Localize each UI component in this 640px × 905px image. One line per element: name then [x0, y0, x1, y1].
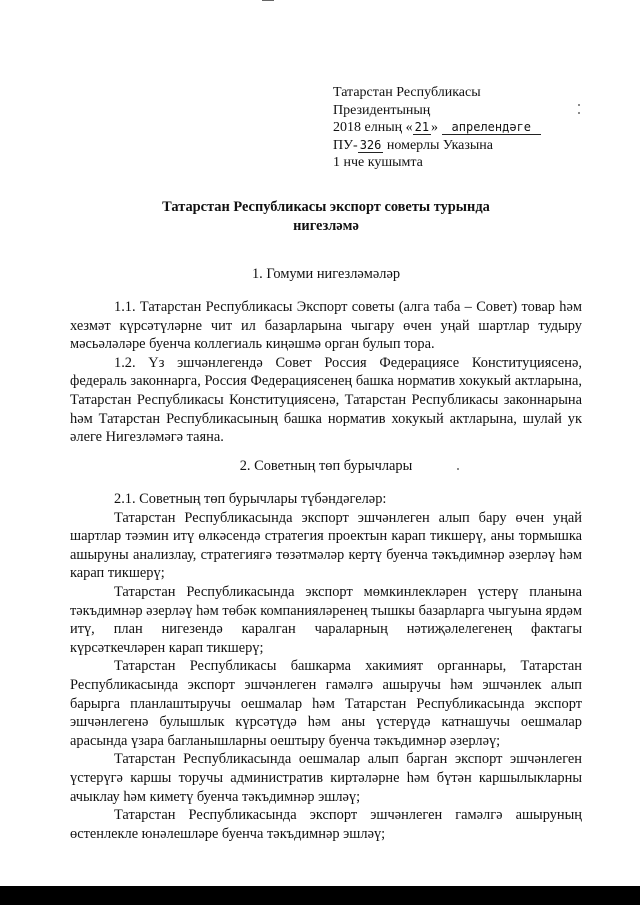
scan-speck — [457, 468, 459, 470]
decree-number: 326 — [359, 137, 382, 152]
paragraph: Татарстан Республикасында экспорт эшчәнлеген гамәлгә ашыруның өстенлекле юнәлешләре буенча тәкъдимнәр эшләү; — [70, 807, 582, 842]
date-mid: » — [431, 120, 439, 136]
scan-speck — [578, 112, 580, 114]
scan-mark — [262, 0, 274, 1]
scan-bottom-gap — [0, 884, 640, 886]
date-month: апрелендәге — [442, 120, 541, 135]
paragraph: Татарстан Республикасында экспорт эшчәнлеген алып бару өчен уңай шартлар тәэмин итү өлкәсендә стратегия проектын карап тикшерү, аны тормышка ашыруны анализлау, стратегиягә төзәтмәләр кертү буенча тәкъдимнәр әзерләү һәм карап тикшерү; — [70, 509, 582, 582]
stamp-line-1: Татарстан Республикасы — [333, 85, 481, 100]
document-title — [70, 198, 582, 236]
scan-speck — [578, 104, 580, 106]
scan-bottom-edge — [0, 886, 640, 905]
paragraph: Татарстан Республикасы башкарма хакимият органнары, Татарстан Республикасында экспорт эшчәнлеген гамәлгә ашыручы һәм эшчәнлек алып барырга планлаштыручы оешмалар һәм Татарстан Республикасында экспорт эшчәнлегенә булышлык күрсәтүдә һәм аны үстерүдә катнашучы оешмалар арасында үзара багланышларны оештыру буенча тәкъдимнәр әзерләү; — [70, 658, 582, 749]
paragraph: Татарстан Республикасында оешмалар алып барган экспорт эшчәнлеген үстерүгә каршы торучы административ киртәләрне һәм бүтән каршылыкларны ачыклау һәм киметү буенча тәкъдимнәр эшләү; — [70, 751, 582, 805]
paragraph: 1.1. Татарстан Республикасы Экспорт советы (алга таба – Совет) товар һәм хезмәт күрсәтүләрне чит ил базарларына чыгару өчен уңай шартлар тудыру мәсьәләләре буенча коллегиаль киңәшмә орган булып тора. — [70, 299, 582, 353]
title-line-2: нигезләмә — [293, 218, 359, 234]
paragraph: 1.2. Үз эшчәнлегендә Совет Россия Федерациясе Конституциясенә, федераль законнарга, Россия Федерациясенең башка норматив хокукый актларына, Татарстан Республикасы Конституциясенә, Татарстан Республикасы законнарына һәм Татарстан Республикасының башка норматив хокукый актларына, шулай ук әлеге Нигезләмәгә таяна. — [70, 354, 582, 446]
section-1-heading: 1. Гомуми нигезләмәләр — [251, 266, 401, 282]
section-1-body — [70, 298, 582, 447]
date-prefix: 2018 елның « — [333, 120, 413, 136]
stamp-line-2: Президентының — [333, 102, 431, 118]
decree-prefix: ПУ- — [333, 137, 358, 153]
paragraph: 2.1. Советның төп бурычлары түбәндәгеләр: — [114, 491, 387, 507]
decree-suffix: номерлы Указына — [383, 137, 494, 153]
title-line-1: Татарстан Республикасы экспорт советы турында — [162, 199, 490, 215]
paragraph: Татарстан Республикасында экспорт мөмкинлекләрен үстерү планына тәкъдимнәр әзерләү һәм төбәк компанияләренең тышкы базарларга чыгуына ярдәм итү, план нигезендә каралган чараларның нәтиҗәлелегенең фактагы күрсәткечләрен карап тикшерү; — [70, 583, 582, 656]
stamp-date-line — [333, 119, 593, 137]
section-2-heading: 2. Советның төп бурычлары — [239, 458, 413, 474]
decree-reference — [333, 84, 593, 172]
section-2-body — [70, 490, 582, 843]
stamp-line-5: 1 нче кушымта — [333, 155, 423, 171]
date-day: 21 — [414, 120, 430, 135]
stamp-decree-line — [333, 137, 593, 155]
